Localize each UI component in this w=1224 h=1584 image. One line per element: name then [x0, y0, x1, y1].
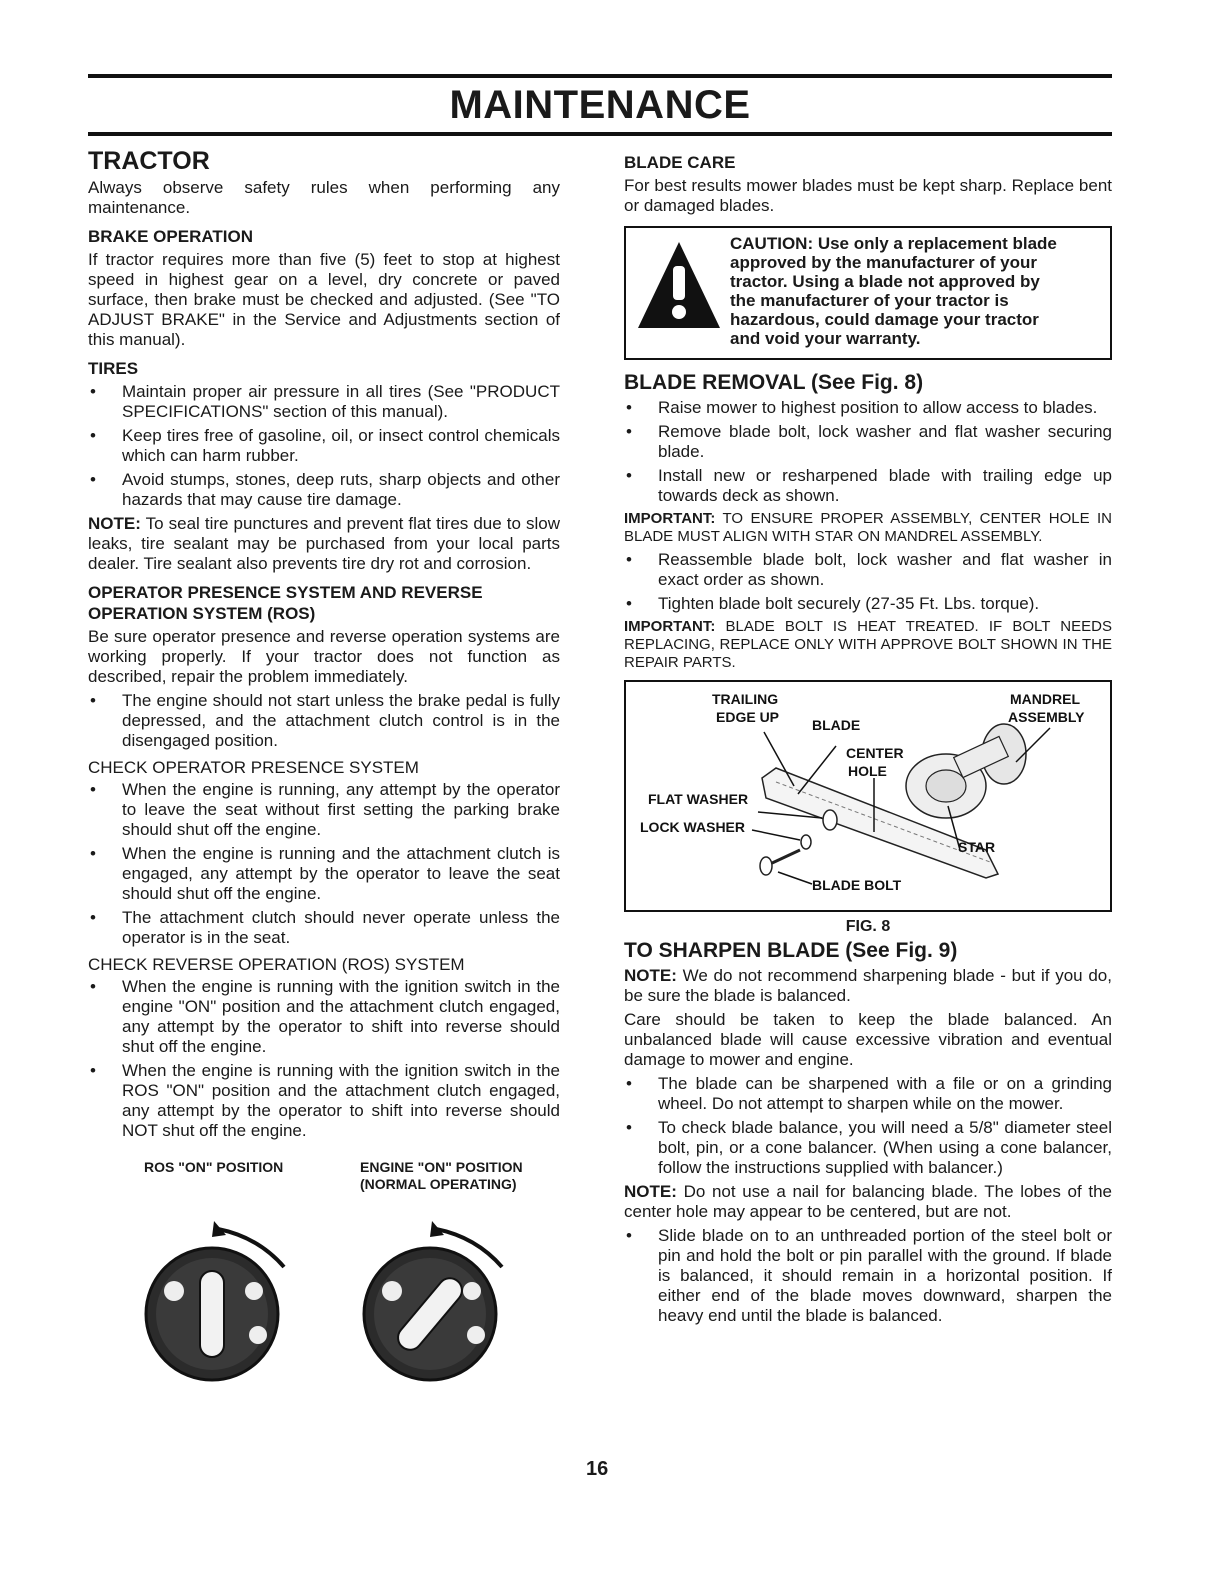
- sharpen-list-2: [624, 1226, 1112, 1326]
- sharpen-title: TO SHARPEN BLADE (See Fig. 9): [624, 939, 958, 962]
- check-ops-heading: CHECK OPERATOR PRESENCE SYSTEM: [88, 758, 419, 777]
- label-center: CENTER: [846, 745, 904, 761]
- list-item: • Install new or resharpened blade with trailing edge up towards deck as shown.: [624, 466, 1112, 506]
- list-item: • Avoid stumps, stones, deep ruts, sharp objects and other hazards that may cause tire damage.: [88, 470, 560, 510]
- top-rule: [88, 74, 1112, 78]
- removal-list: [624, 398, 1112, 506]
- page-title: MAINTENANCE: [449, 83, 751, 127]
- sharpen-note-1: [624, 966, 1112, 1006]
- list-item: • When the engine is running and the attachment clutch is engaged, any attempt by the operator to leave the seat should shut off the engine.: [88, 844, 560, 904]
- bottom-rule: [88, 132, 1112, 136]
- brake-heading: BRAKE OPERATION: [88, 227, 253, 246]
- check-ros-heading: CHECK REVERSE OPERATION (ROS) SYSTEM: [88, 955, 465, 974]
- check-ros-list: [88, 977, 560, 1141]
- list-item: • Slide blade on to an unthreaded portion of the steel bolt or pin and hold the bolt or pin parallel with the ground. If blade is balanced, it should remain in a horizontal position. If either end of the blade moves downward, sharpen the heavy end until the blade is balanced.: [624, 1226, 1112, 1326]
- engine-on-label-2: (NORMAL OPERATING): [360, 1176, 517, 1192]
- sharpen-list: [624, 1074, 1112, 1178]
- list-item: • Keep tires free of gasoline, oil, or insect control chemicals which can harm rubber.: [88, 426, 560, 466]
- list-item: • When the engine is running with the ignition switch in the ROS "ON" position and the attachment clutch engaged, any attempt by the operator to shift into reverse should NOT shut off the engine.: [88, 1061, 560, 1141]
- blade-care-heading: BLADE CARE: [624, 153, 736, 172]
- engine-switch-dial: [364, 1221, 502, 1380]
- tractor-intro: Always observe safety rules when performing any maintenance.: [88, 178, 560, 217]
- blade-care-text: For best results mower blades must be kept sharp. Replace bent or damaged blades.: [624, 176, 1112, 215]
- blade-removal-title: BLADE REMOVAL (See Fig. 8): [624, 371, 924, 394]
- list-item: • The attachment clutch should never operate unless the operator is in the seat.: [88, 908, 560, 948]
- important-label: IMPORTANT:: [624, 618, 716, 635]
- blade-assembly-diagram: [626, 682, 1110, 906]
- right-column: [624, 146, 1112, 1330]
- list-item: • The engine should not start unless the brake pedal is fully depressed, and the attachment clutch control is in the disengaged position.: [88, 691, 560, 751]
- lock-washer: [801, 835, 811, 849]
- blade-bolt: [770, 850, 800, 864]
- note-text: To seal tire punctures and prevent flat tires due to slow leaks, tire sealant may be purchased from your local parts dealer. Tire sealant also prevents tire dry rot and corrosion.: [88, 514, 560, 573]
- label-trailing: TRAILING: [712, 691, 779, 707]
- left-column: [88, 146, 560, 1409]
- list-item: • The blade can be sharpened with a file or on a grinding wheel. Do not attempt to sharpen while on the mower.: [624, 1074, 1112, 1114]
- check-ops-list: [88, 780, 560, 948]
- ops-list: [88, 691, 560, 751]
- ignition-figure: [88, 1159, 560, 1409]
- ros-on-label: ROS "ON" POSITION: [144, 1159, 284, 1175]
- sharpen-text: Care should be taken to keep the blade balanced. An unbalanced blade will cause excessive vibration and eventual damage to mower and engine.: [624, 1010, 1112, 1069]
- caution-text: CAUTION: Use only a replacement blade approved by the manufacturer of your tractor. Using a blade not approved by the manufacturer of your tractor is hazardous, could damage your tractor and void your warranty.: [730, 234, 1057, 348]
- brake-text: If tractor requires more than five (5) feet to stop at highest speed in highest gear on a level, dry concrete or paved surface, then brake must be checked and adjusted. (See "TO ADJUST BRAKE" in the Service and Adjustments section of this manual).: [88, 250, 560, 349]
- tires-heading: TIRES: [88, 359, 139, 378]
- ignition-switch-drawings: [88, 1159, 560, 1409]
- tires-note: [88, 514, 560, 574]
- ops-heading: OPERATOR PRESENCE SYSTEM AND REVERSE OPERATION SYSTEM (ROS): [88, 583, 483, 623]
- list-item: • Remove blade bolt, lock washer and flat washer securing blade.: [624, 422, 1112, 462]
- list-item: • Maintain proper air pressure in all tires (See "PRODUCT SPECIFICATIONS" section of this manual).: [88, 382, 560, 422]
- label-blade-bolt: BLADE BOLT: [812, 877, 902, 893]
- label-assembly: ASSEMBLY: [1008, 709, 1085, 725]
- list-item: • When the engine is running with the ignition switch in the engine "ON" position and the attachment clutch engaged, any attempt by the operator to shift into reverse should shut off the engine.: [88, 977, 560, 1057]
- figure-8: [624, 680, 1112, 912]
- label-mandrel: MANDREL: [1010, 691, 1080, 707]
- list-item: • When the engine is running, any attempt by the operator to leave the seat without first setting the parking brake should shut off the engine.: [88, 780, 560, 840]
- sharpen-note-2: [624, 1182, 1112, 1222]
- flat-washer: [823, 810, 837, 830]
- important-note-1: [624, 510, 1112, 546]
- label-blade: BLADE: [812, 717, 861, 733]
- note-label: NOTE:: [624, 966, 677, 985]
- page-number: 16: [586, 1458, 609, 1480]
- ros-switch-dial: [146, 1221, 284, 1380]
- caution-box: [624, 226, 1112, 360]
- removal-list-2: [624, 550, 1112, 614]
- tires-list: [88, 382, 560, 510]
- warning-triangle-icon: [636, 240, 722, 330]
- note-label: NOTE:: [624, 1182, 677, 1201]
- note-text: Do not use a nail for balancing blade. The lobes of the center hole may appear to be centered, but are not.: [624, 1182, 1112, 1221]
- label-flat-washer: FLAT WASHER: [648, 791, 749, 807]
- label-lock-washer: LOCK WASHER: [640, 819, 745, 835]
- label-edge-up: EDGE UP: [716, 709, 780, 725]
- label-star: STAR: [958, 839, 996, 855]
- list-item: • Tighten blade bolt securely (27-35 Ft. Lbs. torque).: [624, 594, 1112, 614]
- engine-on-label-1: ENGINE "ON" POSITION: [360, 1159, 523, 1175]
- list-item: • Reassemble blade bolt, lock washer and flat washer in exact order as shown.: [624, 550, 1112, 590]
- important-text: BLADE BOLT IS HEAT TREATED. IF BOLT NEEDS REPLACING, REPLACE ONLY WITH APPROVE BOLT SHOWN IN THE REPAIR PARTS.: [624, 618, 1112, 671]
- label-hole: HOLE: [848, 763, 887, 779]
- note-text: We do not recommend sharpening blade - but if you do, be sure the blade is balanced.: [624, 966, 1112, 1005]
- important-label: IMPORTANT:: [624, 510, 716, 527]
- important-text: TO ENSURE PROPER ASSEMBLY, CENTER HOLE IN BLADE MUST ALIGN WITH STAR ON MANDREL ASSEMBLY.: [624, 510, 1112, 545]
- ops-text: Be sure operator presence and reverse operation systems are working properly. If your tractor does not function as described, repair the problem immediately.: [88, 627, 560, 686]
- figure-8-caption: FIG. 8: [845, 918, 891, 935]
- important-note-2: [624, 618, 1112, 672]
- list-item: • Raise mower to highest position to allow access to blades.: [624, 398, 1112, 418]
- list-item: • To check blade balance, you will need a 5/8" diameter steel bolt, pin, or a cone balancer. (When using a cone balancer, follow the instructions supplied with balancer.): [624, 1118, 1112, 1178]
- note-label: NOTE:: [88, 514, 141, 533]
- mandrel-assembly: [906, 724, 1026, 818]
- tractor-title: TRACTOR: [88, 147, 210, 175]
